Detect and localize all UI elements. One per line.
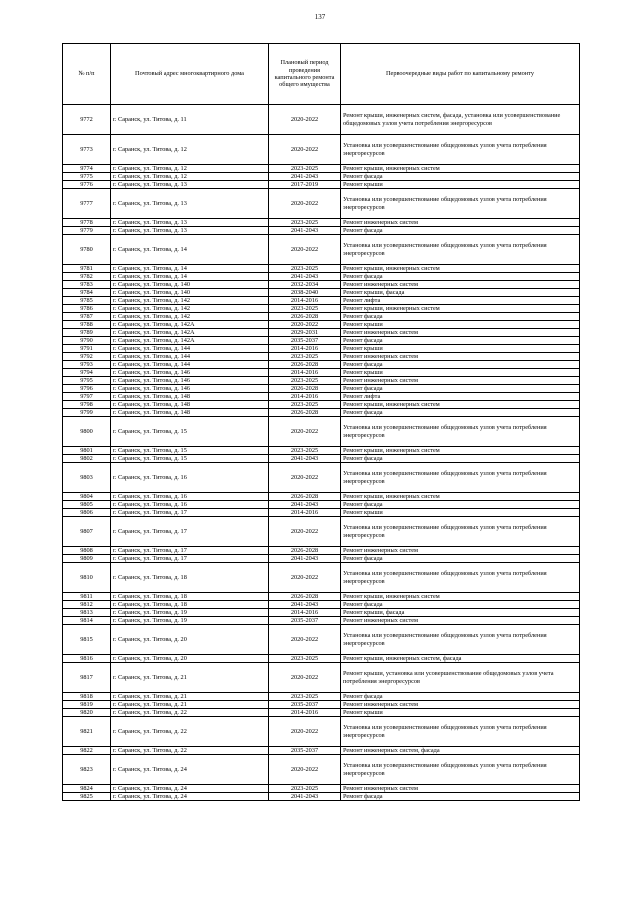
row-period: 2023-2025 (269, 265, 341, 273)
row-works: Ремонт инженерных систем (341, 701, 580, 709)
row-works: Ремонт фасада (341, 227, 580, 235)
row-number: 9789 (63, 329, 111, 337)
row-period: 2014-2016 (269, 297, 341, 305)
row-works: Установка или усовершенствование общедомовых узлов учета потребления энергоресурсов (341, 135, 580, 165)
row-works: Ремонт лифта (341, 393, 580, 401)
row-period: 2035-2037 (269, 747, 341, 755)
table-row (63, 369, 580, 377)
row-works: Ремонт фасада (341, 313, 580, 321)
row-address: г. Саранск, ул. Титова, д. 14 (111, 265, 269, 273)
row-number: 9816 (63, 655, 111, 663)
row-address: г. Саранск, ул. Титова, д. 17 (111, 555, 269, 563)
row-address: г. Саранск, ул. Титова, д. 13 (111, 181, 269, 189)
row-address: г. Саранск, ул. Титова, д. 22 (111, 709, 269, 717)
table-row (63, 337, 580, 345)
row-works: Установка или усовершенствование общедомовых узлов учета потребления энергоресурсов (341, 563, 580, 593)
row-number: 9815 (63, 625, 111, 655)
row-period: 2023-2025 (269, 377, 341, 385)
row-number: 9806 (63, 509, 111, 517)
row-address: г. Саранск, ул. Титова, д. 24 (111, 793, 269, 801)
row-works: Ремонт фасада (341, 337, 580, 345)
table-row (63, 663, 580, 693)
row-works: Ремонт фасада (341, 173, 580, 181)
row-number: 9802 (63, 455, 111, 463)
row-number: 9775 (63, 173, 111, 181)
table-row (63, 289, 580, 297)
row-number: 9776 (63, 181, 111, 189)
table-row (63, 305, 580, 313)
row-period: 2026-2028 (269, 493, 341, 501)
row-period: 2020-2022 (269, 563, 341, 593)
header-works: Первоочередные виды работ по капитальному ремонту (341, 44, 580, 105)
row-works: Ремонт крыши (341, 345, 580, 353)
row-address: г. Саранск, ул. Титова, д. 21 (111, 701, 269, 709)
row-period: 2041-2043 (269, 227, 341, 235)
row-number: 9819 (63, 701, 111, 709)
row-number: 9824 (63, 785, 111, 793)
row-address: г. Саранск, ул. Титова, д. 20 (111, 625, 269, 655)
row-address: г. Саранск, ул. Титова, д. 144 (111, 361, 269, 369)
row-period: 2020-2022 (269, 235, 341, 265)
row-works: Ремонт инженерных систем (341, 329, 580, 337)
row-address: г. Саранск, ул. Титова, д. 22 (111, 747, 269, 755)
row-number: 9784 (63, 289, 111, 297)
row-number: 9822 (63, 747, 111, 755)
row-period: 2020-2022 (269, 755, 341, 785)
row-works: Ремонт инженерных систем (341, 219, 580, 227)
table-row (63, 793, 580, 801)
row-works: Ремонт крыши, инженерных систем (341, 165, 580, 173)
row-number: 9783 (63, 281, 111, 289)
table-row (63, 401, 580, 409)
table-row (63, 593, 580, 601)
row-works: Ремонт фасада (341, 455, 580, 463)
row-works: Ремонт крыши, инженерных систем, фасада (341, 655, 580, 663)
row-works: Ремонт лифта (341, 297, 580, 305)
row-works: Ремонт инженерных систем (341, 785, 580, 793)
row-works: Ремонт крыши, инженерных систем (341, 593, 580, 601)
row-works: Ремонт крыши, инженерных систем (341, 493, 580, 501)
table-row (63, 281, 580, 289)
row-period: 2035-2037 (269, 617, 341, 625)
row-period: 2014-2016 (269, 609, 341, 617)
header-period: Плановый период проведения капитального ремонта общего имущества (269, 44, 341, 105)
row-number: 9794 (63, 369, 111, 377)
row-period: 2023-2025 (269, 447, 341, 455)
row-address: г. Саранск, ул. Титова, д. 148 (111, 393, 269, 401)
table-row (63, 501, 580, 509)
row-period: 2014-2016 (269, 369, 341, 377)
row-number: 9785 (63, 297, 111, 305)
row-number: 9777 (63, 189, 111, 219)
table-row (63, 173, 580, 181)
row-number: 9780 (63, 235, 111, 265)
row-period: 2041-2043 (269, 173, 341, 181)
row-number: 9792 (63, 353, 111, 361)
row-address: г. Саранск, ул. Титова, д. 146 (111, 377, 269, 385)
row-address: г. Саранск, ул. Титова, д. 11 (111, 105, 269, 135)
row-address: г. Саранск, ул. Титова, д. 12 (111, 135, 269, 165)
row-number: 9800 (63, 417, 111, 447)
row-number: 9778 (63, 219, 111, 227)
row-address: г. Саранск, ул. Титова, д. 148 (111, 401, 269, 409)
table-row (63, 227, 580, 235)
table-header-row (63, 44, 580, 105)
row-period: 2029-2031 (269, 329, 341, 337)
row-period: 2038-2040 (269, 289, 341, 297)
row-address: г. Саранск, ул. Титова, д. 19 (111, 609, 269, 617)
row-number: 9809 (63, 555, 111, 563)
row-number: 9804 (63, 493, 111, 501)
row-period: 2026-2028 (269, 361, 341, 369)
row-works: Ремонт инженерных систем (341, 353, 580, 361)
row-address: г. Саранск, ул. Титова, д. 21 (111, 663, 269, 693)
row-period: 2014-2016 (269, 345, 341, 353)
row-address: г. Саранск, ул. Титова, д. 142 (111, 313, 269, 321)
row-number: 9781 (63, 265, 111, 273)
table-row (63, 517, 580, 547)
row-address: г. Саранск, ул. Титова, д. 19 (111, 617, 269, 625)
table-row (63, 273, 580, 281)
row-number: 9773 (63, 135, 111, 165)
row-number: 9812 (63, 601, 111, 609)
row-works: Ремонт крыши, фасада (341, 289, 580, 297)
table-row (63, 377, 580, 385)
row-number: 9782 (63, 273, 111, 281)
row-address: г. Саранск, ул. Титова, д. 14 (111, 235, 269, 265)
row-address: г. Саранск, ул. Титова, д. 15 (111, 455, 269, 463)
row-period: 2017-2019 (269, 181, 341, 189)
repair-schedule-table (62, 43, 580, 801)
row-works: Установка или усовершенствование общедомовых узлов учета потребления энергоресурсов (341, 717, 580, 747)
table-row (63, 717, 580, 747)
table-row (63, 409, 580, 417)
table-row (63, 361, 580, 369)
row-period: 2041-2043 (269, 501, 341, 509)
row-period: 2020-2022 (269, 663, 341, 693)
table-row (63, 655, 580, 663)
row-works: Ремонт инженерных систем (341, 547, 580, 555)
row-works: Ремонт фасада (341, 793, 580, 801)
row-address: г. Саранск, ул. Титова, д. 146 (111, 369, 269, 377)
row-number: 9795 (63, 377, 111, 385)
row-address: г. Саранск, ул. Титова, д. 148 (111, 409, 269, 417)
row-number: 9810 (63, 563, 111, 593)
row-number: 9803 (63, 463, 111, 493)
row-period: 2035-2037 (269, 701, 341, 709)
row-address: г. Саранск, ул. Титова, д. 144 (111, 345, 269, 353)
row-address: г. Саранск, ул. Титова, д. 14 (111, 273, 269, 281)
table-row (63, 105, 580, 135)
row-works: Ремонт фасада (341, 361, 580, 369)
row-period: 2014-2016 (269, 509, 341, 517)
row-number: 9825 (63, 793, 111, 801)
table-row (63, 701, 580, 709)
row-number: 9774 (63, 165, 111, 173)
row-period: 2023-2025 (269, 353, 341, 361)
row-period: 2023-2025 (269, 693, 341, 701)
table-row (63, 265, 580, 273)
row-period: 2026-2028 (269, 547, 341, 555)
table-body (63, 105, 580, 801)
table-row (63, 509, 580, 517)
row-period: 2023-2025 (269, 219, 341, 227)
row-address: г. Саранск, ул. Титова, д. 12 (111, 165, 269, 173)
row-number: 9817 (63, 663, 111, 693)
row-period: 2041-2043 (269, 555, 341, 563)
table-row (63, 393, 580, 401)
row-works: Установка или усовершенствование общедомовых узлов учета потребления энергоресурсов (341, 189, 580, 219)
table-row (63, 219, 580, 227)
row-address: г. Саранск, ул. Титова, д. 20 (111, 655, 269, 663)
table-row (63, 747, 580, 755)
table-row (63, 693, 580, 701)
row-number: 9805 (63, 501, 111, 509)
table-row (63, 329, 580, 337)
row-address: г. Саранск, ул. Титова, д. 13 (111, 219, 269, 227)
row-period: 2023-2025 (269, 785, 341, 793)
row-period: 2041-2043 (269, 793, 341, 801)
table-row (63, 625, 580, 655)
table-row (63, 297, 580, 305)
row-number: 9796 (63, 385, 111, 393)
page-number: 137 (314, 13, 326, 21)
row-period: 2041-2043 (269, 273, 341, 281)
row-number: 9786 (63, 305, 111, 313)
table-row (63, 181, 580, 189)
row-number: 9788 (63, 321, 111, 329)
table-row (63, 555, 580, 563)
row-address: г. Саранск, ул. Титова, д. 15 (111, 417, 269, 447)
row-works: Ремонт крыши (341, 509, 580, 517)
table-row (63, 313, 580, 321)
row-period: 2020-2022 (269, 717, 341, 747)
row-address: г. Саранск, ул. Титова, д. 140 (111, 289, 269, 297)
row-works: Ремонт фасада (341, 693, 580, 701)
table-row (63, 385, 580, 393)
row-works: Ремонт фасада (341, 555, 580, 563)
row-address: г. Саранск, ул. Титова, д. 16 (111, 501, 269, 509)
row-address: г. Саранск, ул. Титова, д. 21 (111, 693, 269, 701)
row-period: 2020-2022 (269, 463, 341, 493)
row-address: г. Саранск, ул. Титова, д. 18 (111, 601, 269, 609)
row-address: г. Саранск, ул. Титова, д. 144 (111, 353, 269, 361)
row-number: 9798 (63, 401, 111, 409)
row-address: г. Саранск, ул. Титова, д. 15 (111, 447, 269, 455)
row-address: г. Саранск, ул. Титова, д. 146 (111, 385, 269, 393)
table-row (63, 493, 580, 501)
row-address: г. Саранск, ул. Титова, д. 142А (111, 321, 269, 329)
row-period: 2035-2037 (269, 337, 341, 345)
row-works: Установка или усовершенствование общедомовых узлов учета потребления энергоресурсов (341, 463, 580, 493)
row-works: Ремонт инженерных систем (341, 377, 580, 385)
row-address: г. Саранск, ул. Титова, д. 142 (111, 297, 269, 305)
row-address: г. Саранск, ул. Титова, д. 22 (111, 717, 269, 747)
row-number: 9813 (63, 609, 111, 617)
row-works: Ремонт фасада (341, 273, 580, 281)
row-address: г. Саранск, ул. Титова, д. 12 (111, 173, 269, 181)
table-row (63, 321, 580, 329)
row-number: 9790 (63, 337, 111, 345)
row-number: 9793 (63, 361, 111, 369)
table-row (63, 547, 580, 555)
table-row (63, 785, 580, 793)
header-address: Почтовый адрес многоквартирного дома (111, 44, 269, 105)
row-period: 2023-2025 (269, 401, 341, 409)
row-address: г. Саранск, ул. Титова, д. 24 (111, 755, 269, 785)
table-row (63, 189, 580, 219)
row-works: Ремонт инженерных систем, фасада (341, 747, 580, 755)
table-row (63, 345, 580, 353)
row-works: Ремонт фасада (341, 385, 580, 393)
row-period: 2020-2022 (269, 417, 341, 447)
row-number: 9820 (63, 709, 111, 717)
row-address: г. Саранск, ул. Титова, д. 16 (111, 493, 269, 501)
row-works: Установка или усовершенствование общедомовых узлов учета потребления энергоресурсов (341, 755, 580, 785)
row-number: 9772 (63, 105, 111, 135)
row-works: Установка или усовершенствование общедомовых узлов учета потребления энергоресурсов (341, 235, 580, 265)
row-works: Ремонт крыши, установка или усовершенствование общедомовых узлов учета потребления энергоресурсов (341, 663, 580, 693)
row-works: Ремонт крыши (341, 709, 580, 717)
row-period: 2023-2025 (269, 655, 341, 663)
row-period: 2020-2022 (269, 105, 341, 135)
row-number: 9811 (63, 593, 111, 601)
row-works: Ремонт крыши, инженерных систем (341, 305, 580, 313)
table-row (63, 165, 580, 173)
table-row (63, 135, 580, 165)
row-period: 2020-2022 (269, 189, 341, 219)
row-address: г. Саранск, ул. Титова, д. 16 (111, 463, 269, 493)
row-address: г. Саранск, ул. Титова, д. 17 (111, 547, 269, 555)
row-number: 9787 (63, 313, 111, 321)
row-address: г. Саранск, ул. Титова, д. 18 (111, 563, 269, 593)
row-number: 9821 (63, 717, 111, 747)
row-period: 2026-2028 (269, 313, 341, 321)
row-number: 9823 (63, 755, 111, 785)
table-row (63, 463, 580, 493)
row-period: 2020-2022 (269, 625, 341, 655)
table-row (63, 447, 580, 455)
table-row (63, 235, 580, 265)
row-works: Установка или усовершенствование общедомовых узлов учета потребления энергоресурсов (341, 517, 580, 547)
row-period: 2014-2016 (269, 393, 341, 401)
row-number: 9808 (63, 547, 111, 555)
table-row (63, 563, 580, 593)
row-number: 9797 (63, 393, 111, 401)
table-row (63, 601, 580, 609)
row-address: г. Саранск, ул. Титова, д. 140 (111, 281, 269, 289)
row-address: г. Саранск, ул. Титова, д. 13 (111, 227, 269, 235)
table-row (63, 755, 580, 785)
row-works: Установка или усовершенствование общедомовых узлов учета потребления энергоресурсов (341, 417, 580, 447)
row-works: Ремонт фасада (341, 601, 580, 609)
row-number: 9801 (63, 447, 111, 455)
row-period: 2023-2025 (269, 165, 341, 173)
row-address: г. Саранск, ул. Титова, д. 142 (111, 305, 269, 313)
row-works: Ремонт крыши (341, 321, 580, 329)
row-period: 2023-2025 (269, 305, 341, 313)
row-period: 2032-2034 (269, 281, 341, 289)
row-works: Ремонт крыши, инженерных систем (341, 401, 580, 409)
row-works: Ремонт крыши (341, 181, 580, 189)
row-works: Ремонт крыши (341, 369, 580, 377)
row-period: 2020-2022 (269, 517, 341, 547)
row-period: 2020-2022 (269, 135, 341, 165)
row-period: 2041-2043 (269, 601, 341, 609)
row-works: Ремонт инженерных систем (341, 617, 580, 625)
row-period: 2026-2028 (269, 385, 341, 393)
table-row (63, 417, 580, 447)
row-period: 2041-2043 (269, 455, 341, 463)
row-address: г. Саранск, ул. Титова, д. 17 (111, 509, 269, 517)
table-row (63, 609, 580, 617)
row-number: 9807 (63, 517, 111, 547)
header-num: № п/п (63, 44, 111, 105)
table-row (63, 617, 580, 625)
row-works: Ремонт крыши, фасада (341, 609, 580, 617)
row-address: г. Саранск, ул. Титова, д. 142А (111, 329, 269, 337)
table-row (63, 709, 580, 717)
row-number: 9814 (63, 617, 111, 625)
row-works: Ремонт инженерных систем (341, 281, 580, 289)
row-period: 2026-2028 (269, 593, 341, 601)
row-number: 9818 (63, 693, 111, 701)
row-number: 9791 (63, 345, 111, 353)
table-row (63, 455, 580, 463)
row-works: Ремонт крыши, инженерных систем (341, 447, 580, 455)
row-works: Ремонт крыши, инженерных систем, фасада, установка или усовершенствование общедомовых узлов учета потребления энергоресурсов (341, 105, 580, 135)
row-works: Ремонт фасада (341, 409, 580, 417)
row-number: 9799 (63, 409, 111, 417)
table-row (63, 353, 580, 361)
row-period: 2020-2022 (269, 321, 341, 329)
row-period: 2014-2016 (269, 709, 341, 717)
row-address: г. Саранск, ул. Титова, д. 18 (111, 593, 269, 601)
row-address: г. Саранск, ул. Титова, д. 13 (111, 189, 269, 219)
row-works: Установка или усовершенствование общедомовых узлов учета потребления энергоресурсов (341, 625, 580, 655)
row-number: 9779 (63, 227, 111, 235)
row-works: Ремонт фасада (341, 501, 580, 509)
row-address: г. Саранск, ул. Титова, д. 24 (111, 785, 269, 793)
row-period: 2026-2028 (269, 409, 341, 417)
row-works: Ремонт крыши, инженерных систем (341, 265, 580, 273)
row-address: г. Саранск, ул. Титова, д. 142А (111, 337, 269, 345)
row-address: г. Саранск, ул. Титова, д. 17 (111, 517, 269, 547)
